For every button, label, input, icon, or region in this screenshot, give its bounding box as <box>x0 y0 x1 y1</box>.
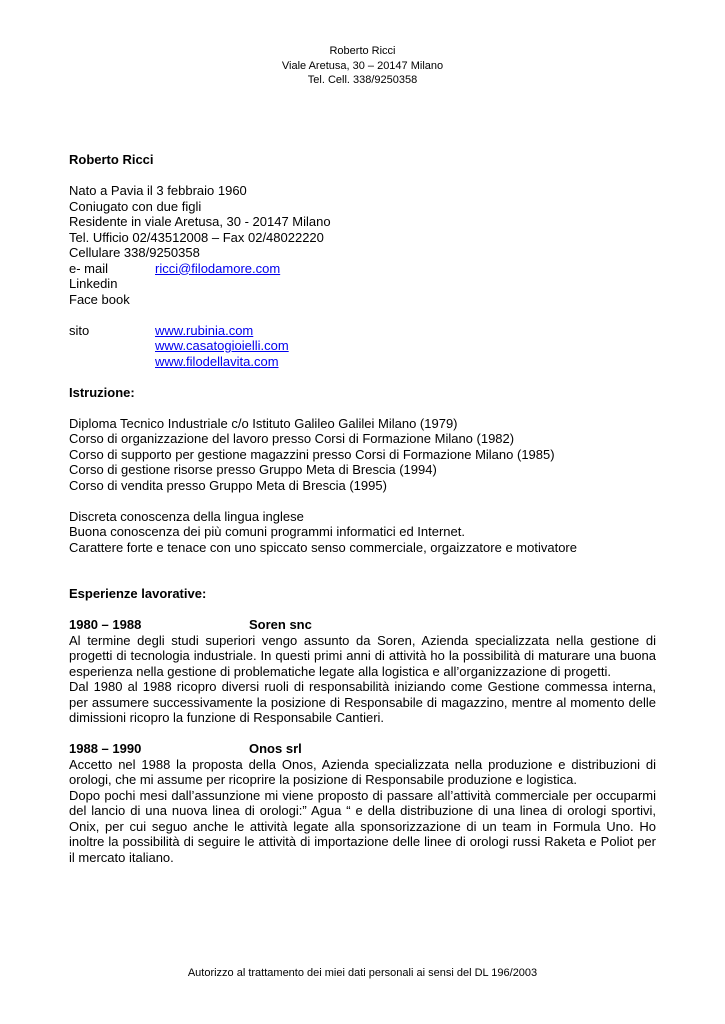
education-item: Diploma Tecnico Industriale c/o Istituto Galileo Galilei Milano (1979) <box>69 415 458 431</box>
experience-heading: Esperienze lavorative: <box>69 586 207 601</box>
job-header-onos <box>69 741 656 757</box>
email-link[interactable]: ricci@filodamore.com <box>155 260 281 276</box>
facebook-line: Face book <box>69 291 130 307</box>
cv-body <box>69 152 656 865</box>
education-heading: Istruzione: <box>69 384 135 400</box>
site-row <box>69 323 656 339</box>
residence-line: Residente in viale Aretusa, 30 - 20147 Milano <box>69 214 331 229</box>
job-company: Onos srl <box>249 741 302 756</box>
skill-line: Buona conoscenza dei più comuni programmi informatici ed Internet. <box>69 524 465 539</box>
candidate-name: Roberto Ricci <box>69 152 154 167</box>
family-line: Coniugato con due figli <box>69 198 202 214</box>
job-years: 1988 – 1990 <box>69 741 142 756</box>
header-address: Viale Aretusa, 30 – 20147 Milano <box>281 59 444 72</box>
job-paragraph: Dal 1980 al 1988 ricopro diversi ruoli di responsabilità iniziando come Gestione commessa interna, per assumere successivamente la posizione di Responsabile di magazzino, mentre al momento delle dimissioni ricopro la funzione di Responsabile Cantieri. <box>69 679 656 725</box>
education-item: Corso di supporto per gestione magazzini presso Corsi di Formazione Milano (1985) <box>69 446 555 462</box>
skill-line: Carattere forte e tenace con uno spiccato senso commerciale, orgaizzatore e motivatore <box>69 539 577 555</box>
birth-line: Nato a Pavia il 3 febbraio 1960 <box>69 183 247 198</box>
site-label: sito <box>69 322 90 338</box>
job-header-soren <box>69 617 656 633</box>
job-paragraph: Accetto nel 1988 la proposta della Onos, Azienda specializzata nella produzione e distribuzioni di orologi, che mi assume per ricoprire la posizione di Responsabile produzione e logistica. <box>69 756 656 787</box>
site-row <box>69 338 656 354</box>
header-phone: Tel. Cell. 338/9250358 <box>307 74 418 86</box>
education-item: Corso di vendita presso Gruppo Meta di Brescia (1995) <box>69 477 387 493</box>
mobile-line: Cellulare 338/9250358 <box>69 245 200 260</box>
site-link-rubinia[interactable]: www.rubinia.com <box>155 322 254 338</box>
site-link-casatogioielli[interactable]: www.casatogioielli.com <box>155 338 289 353</box>
job-paragraph: Dopo pochi mesi dall’assunzione mi viene proposto di passare all’attività commerciale per occuparmi del lancio di una nuova linea di orologi:” Agua “ e della distribuzione di una linea di orologi sportivi, Onix, per cui seguo anche le attività legate alla sponsorizzazione di un team in Formula Uno. Ho inoltre la possibilità di seguire le attività di importazione delle linee di orologi russi Raketa e Poliot per il mercato italiano. <box>69 787 656 865</box>
linkedin-line: Linkedin <box>69 276 118 291</box>
job-paragraph: Al termine degli studi superiori vengo assunto da Soren, Azienda specializzata nella gestione di progetti di tecnologia industriale. In questi primi anni di attività ho la possibilità di maturare una buona esperienza nella gestione di problematiche legate alla logistica e all’organizzazione di progetti. <box>69 632 656 679</box>
site-link-filodellavita[interactable]: www.filodellavita.com <box>155 353 279 369</box>
skill-line: Discreta conoscenza della lingua inglese <box>69 508 304 524</box>
site-row <box>69 354 656 370</box>
letterhead <box>0 44 725 88</box>
header-name: Roberto Ricci <box>329 45 396 57</box>
email-label: e- mail <box>69 260 109 276</box>
privacy-footer: Autorizzo al trattamento dei miei dati personali ai sensi del DL 196/2003 <box>187 967 538 979</box>
job-company: Soren snc <box>249 617 312 632</box>
education-item: Corso di gestione risorse presso Gruppo Meta di Brescia (1994) <box>69 462 437 477</box>
education-item: Corso di organizzazione del lavoro presso Corsi di Formazione Milano (1982) <box>69 431 515 446</box>
job-years: 1980 – 1988 <box>69 617 142 632</box>
office-phone-line: Tel. Ufficio 02/43512008 – Fax 02/48022220 <box>69 229 324 245</box>
email-row <box>69 261 656 277</box>
